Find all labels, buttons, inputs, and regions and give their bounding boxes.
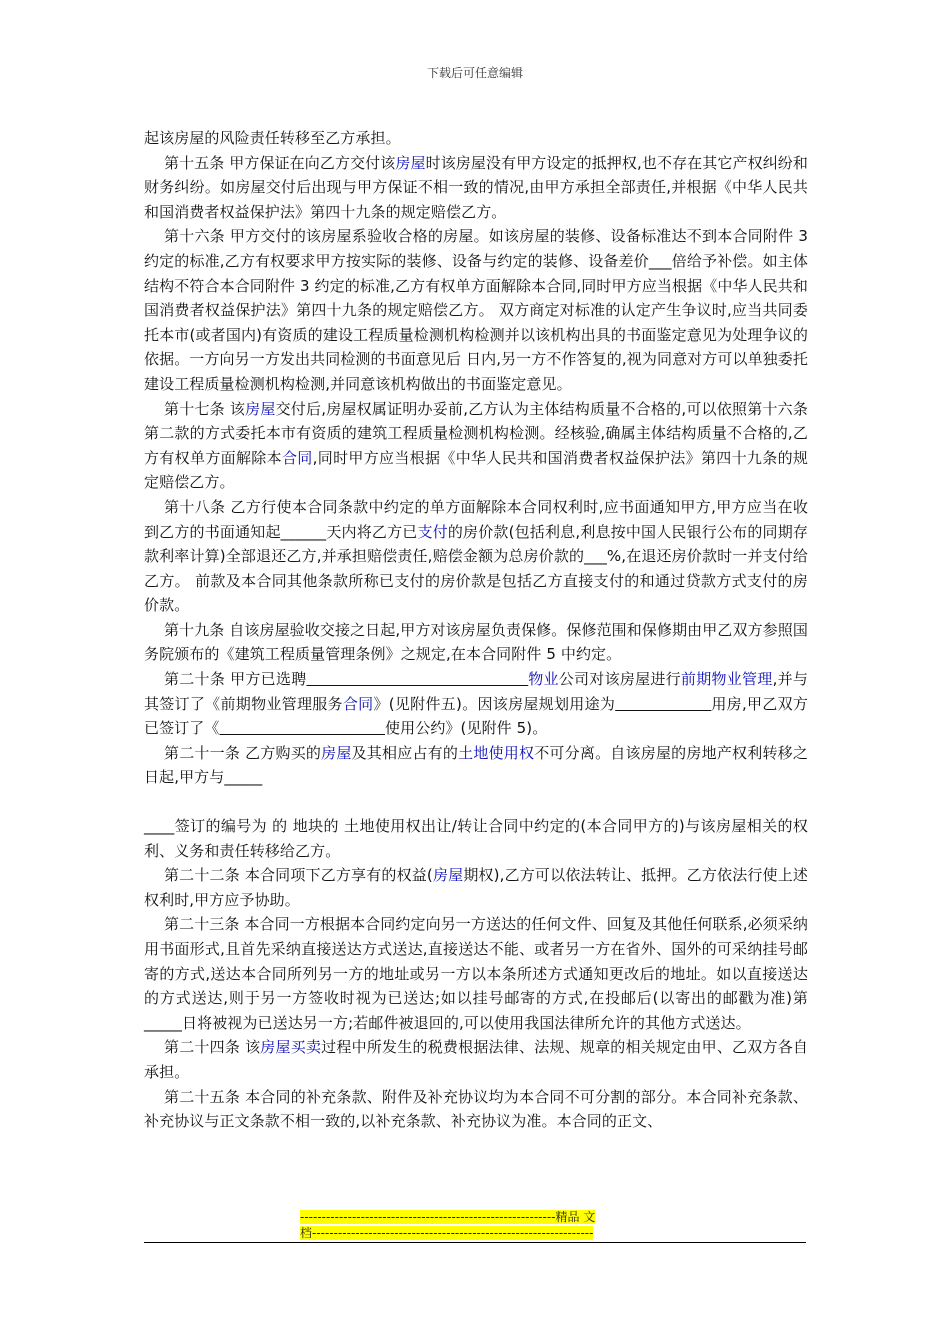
paragraph-gap <box>144 790 808 814</box>
contract-paragraph <box>144 814 808 863</box>
paragraph-text: 过程中所发生的税费根据法律、法规、规章的相关规定由甲、乙双方各自承担。 <box>144 1038 809 1081</box>
paragraph-text: 第二十四条 该 <box>164 1038 261 1057</box>
paragraph-text: ____签订的编号为 的 地块的 土地使用权出让/转让合同中约定的(本合同甲方的)与该房屋相关的权利、义务和责任转移给乙方。 <box>144 817 808 860</box>
paragraph-text: 期权),乙方可以依法转让、抵押。乙方依法行使上述权利时,甲方应予协助。 <box>144 866 809 909</box>
paragraph-text: 用房,甲乙双方已签订了《 <box>144 694 809 738</box>
keyword-link[interactable]: 房屋 <box>245 399 276 418</box>
document-body <box>144 126 808 1134</box>
contract-paragraph <box>144 495 808 618</box>
contract-paragraph <box>144 1085 808 1134</box>
paragraph-text: 第二十三条 本合同一方根据本合同约定向另一方送达的任何文件、回复及其他任何联系,必须采纳用书面形式,且首先采纳直接送达方式送达,直接送达不能、或者另一方在省外、国外的可采纳挂号邮寄的方式,送达本合同所列另一方的地址或另一方以本条所述方式通知更改后的地址。如以直接送达的方式送达,则于另一方签收时视为已送达;如以挂号邮寄的方式,在投邮后(以寄出的邮戳为准)第_____日将被视为已送达另一方;若邮件被退回的,可以使用我国法律所允许的其他方式送达。 <box>144 915 808 1032</box>
fill-in-blank <box>306 670 528 688</box>
keyword-link[interactable]: 房屋买卖 <box>260 1038 322 1057</box>
footer-watermark-line-1: -----------------------------------------------------------精品 文 <box>300 1210 596 1224</box>
keyword-link[interactable]: 土地使用权 <box>458 743 535 762</box>
paragraph-text: 不可分离。自该房屋的房地产权利转移之日起,甲方与_____ <box>144 743 809 787</box>
fill-in-blank <box>220 719 386 737</box>
keyword-link[interactable]: 物业 <box>528 670 559 689</box>
paragraph-text: 及其相应占有的 <box>351 743 459 762</box>
paragraph-text: 第十七条 该 <box>164 399 246 418</box>
keyword-link[interactable]: 房屋 <box>395 153 426 172</box>
contract-paragraph <box>144 741 808 790</box>
paragraph-text: 起该房屋的风险责任转移至乙方承担。 <box>144 129 401 147</box>
contract-paragraph <box>144 667 808 741</box>
page-header: 下载后可任意编辑 <box>426 66 523 80</box>
paragraph-text: ,并与其签订了《前期物业管理服务 <box>144 670 808 713</box>
paragraph-text: 第十六条 甲方交付的该房屋系验收合格的房屋。如该房屋的装修、设备标准达不到本合同附件 3 约定的标准,乙方有权要求甲方按实际的装修、设备与约定的装修、设备差价___倍给予补偿。如主体结构不符合本合同附件 3 约定的标准,乙方有权单方面解除本合同,同时甲方应当根据《中华人民共和国消费者权益保护法》第四十九条的规定赔偿乙方。 双方商定对标准的认定产生争议时,应当共同委托本市(或者国内)有资质的建设工程质量检测机构检测并以该机构出具的书面鉴定意见为处理争议的依据。一方向另一方发出共同检测的书面意见后 日内,另一方不作答复的,视为同意对方可以单独委托建设工程质量检测机构检测,并同意该机构做出的书面鉴定意见。 <box>144 227 808 393</box>
paragraph-text: 交付后,房屋权属证明办妥前,乙方认为主体结构质量不合格的,可以依照第十六条第二款的方式委托本市有资质的建筑工程质量检测机构检测。经核验,确属主体结构质量不合格的,乙方有权单方面解除本 <box>144 399 808 467</box>
footer-watermark <box>300 1209 650 1241</box>
paragraph-text: 公司对该房屋进行 <box>558 670 681 689</box>
contract-paragraph <box>144 397 808 495</box>
contract-paragraph <box>144 224 808 396</box>
paragraph-text: 第二十五条 本合同的补充条款、附件及补充协议均为本合同不可分割的部分。本合同补充条款、补充协议与正文条款不相一致的,以补充条款、补充协议为准。本合同的正文、 <box>144 1087 808 1131</box>
paragraph-text: 使用公约》(见附件 5)。 <box>385 719 548 738</box>
keyword-link[interactable]: 房屋 <box>432 866 464 885</box>
footer-rule <box>144 1242 806 1243</box>
paragraph-text: 的房价款(包括利息,利息按中国人民银行公布的同期存款利率计算)全部退还乙方,并承担赔偿责任,赔偿金额为总房价款的___%,在退还房价款时一并支付给乙方。 前款及本合同其他条款所称已支付的房价款是包括乙方直接支付的和通过贷款方式支付的房价款。 <box>144 522 809 615</box>
paragraph-text: 时该房屋没有甲方设定的抵押权,也不存在其它产权纠纷和财务纠纷。如房屋交付后出现与甲方保证不相一致的情况,由甲方承担全部责任,并根据《中华人民共和国消费者权益保护法》第四十九条的规定赔偿乙方。 <box>144 153 808 221</box>
keyword-link[interactable]: 支付 <box>417 522 448 541</box>
paragraph-text: 第十九条 自该房屋验收交接之日起,甲方对该房屋负责保修。保修范围和保修期由甲乙双方参照国务院颁布的《建筑工程质量管理条例》之规定,在本合同附件 5 中约定。 <box>144 620 808 664</box>
contract-paragraph <box>144 126 808 151</box>
contract-paragraph <box>144 151 808 225</box>
contract-paragraph <box>144 618 808 667</box>
keyword-link[interactable]: 房屋 <box>321 743 352 762</box>
contract-paragraph <box>144 912 808 1035</box>
paragraph-text: 第二十二条 本合同项下乙方享有的权益( <box>164 866 433 885</box>
keyword-link[interactable]: 前期物业管理 <box>680 670 773 689</box>
paragraph-text: 》(见附件五)。因该房屋规划用途为 <box>373 694 616 713</box>
keyword-link[interactable]: 合同 <box>281 448 313 467</box>
paragraph-text: 第二十条 甲方已选聘 <box>164 670 307 689</box>
paragraph-text: 第二十一条 乙方购买的 <box>164 743 322 762</box>
keyword-link[interactable]: 合同 <box>342 694 374 713</box>
paragraph-text: 第十八条 乙方行使本合同条款中约定的单方面解除本合同权利时,应书面通知甲方,甲方应当在收到乙方的书面通知起______天内将乙方已 <box>144 497 808 541</box>
contract-paragraph <box>144 1035 808 1084</box>
contract-paragraph <box>144 863 808 912</box>
fill-in-blank <box>615 695 711 713</box>
paragraph-text: ,同时甲方应当根据《中华人民共和国消费者权益保护法》第四十九条的规定赔偿乙方。 <box>144 448 809 492</box>
paragraph-text: 第十五条 甲方保证在向乙方交付该 <box>164 153 396 172</box>
footer-watermark-line-2: 档----------------------------------------------------------------- <box>300 1226 594 1240</box>
